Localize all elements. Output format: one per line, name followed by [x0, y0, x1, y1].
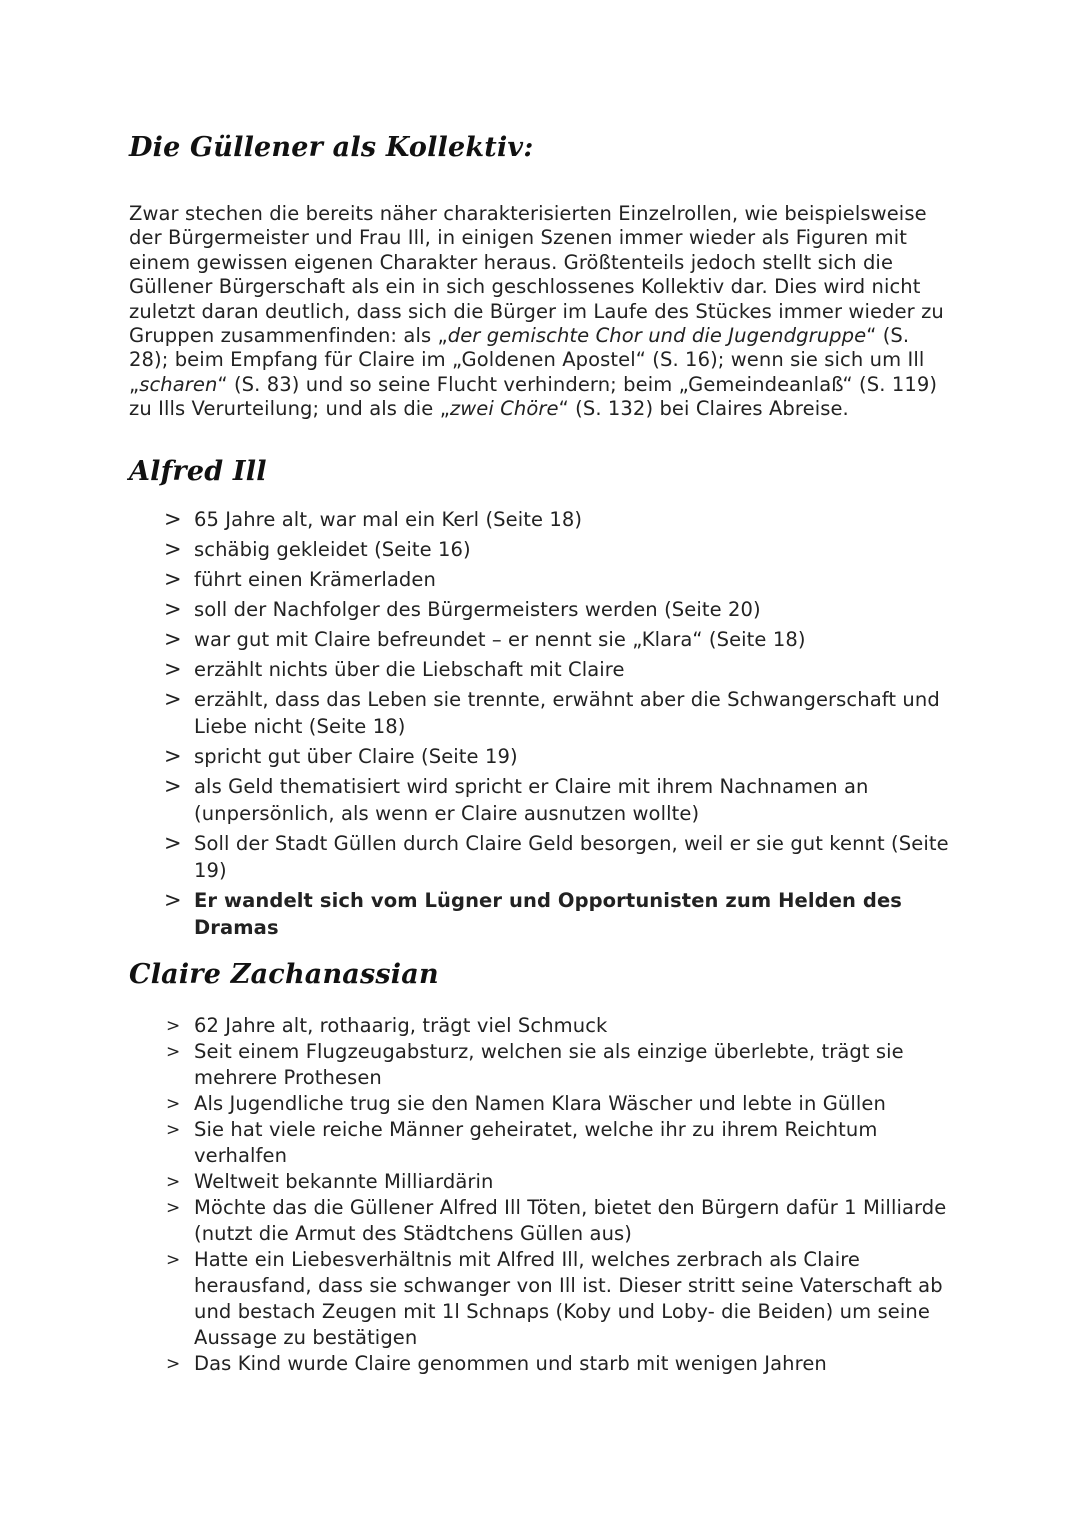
paragraph-quote: scharen	[139, 372, 218, 396]
list-item-text: Sie hat viele reiche Männer geheiratet, welche ihr zu ihrem Reichtum verhalfen	[194, 1117, 878, 1167]
chevron-right-icon: >	[166, 1353, 181, 1374]
list-item-text: soll der Nachfolger des Bürgermeisters werden (Seite 20)	[194, 597, 761, 621]
chevron-right-icon: >	[164, 830, 182, 855]
list-item	[164, 1247, 949, 1351]
list-item	[164, 1169, 949, 1195]
list-item-text: Seit einem Flugzeugabsturz, welchen sie als einzige überlebte, trägt sie mehrere Prothesen	[194, 1039, 904, 1089]
chevron-right-icon: >	[166, 1015, 181, 1036]
chevron-right-icon: >	[166, 1093, 181, 1114]
list-item	[164, 743, 949, 770]
chevron-right-icon: >	[164, 656, 182, 681]
paragraph-text: “ (S. 83) und so seine Flucht verhindern; beim „Gemeindeanlaß“ (S. 119) zu Ills Verurteilung; und als die „	[129, 372, 938, 421]
list-item	[164, 536, 949, 563]
list-item-text: führt einen Krämerladen	[194, 567, 436, 591]
list-item	[164, 773, 949, 827]
list-item-text: Hatte ein Liebesverhältnis mit Alfred Ill, welches zerbrach als Claire herausfand, dass sie schwanger von Ill ist. Dieser stritt seine Vaterschaft ab und bestach Zeugen mit 1l Schnaps (Koby und Loby- die Beiden) um seine Aussage zu bestätigen	[194, 1247, 943, 1349]
chevron-right-icon: >	[166, 1249, 181, 1270]
heading-claire-zachanassian: Claire Zachanassian	[129, 958, 439, 990]
list-item-text: Als Jugendliche trug sie den Namen Klara Wäscher und lebte in Güllen	[194, 1091, 886, 1115]
list-item	[164, 566, 949, 593]
chevron-right-icon: >	[164, 626, 182, 651]
paragraph-text: “ (S. 28); beim Empfang für Claire im „Goldenen Apostel“ (S. 16); wenn sie sich um Ill „	[129, 324, 925, 396]
list-item	[164, 887, 949, 941]
paragraph-quote: zwei Chöre	[449, 397, 559, 421]
list-item-text: Soll der Stadt Güllen durch Claire Geld besorgen, weil er sie gut kennt (Seite 19)	[194, 831, 949, 882]
list-item-text: war gut mit Claire befreundet – er nennt sie „Klara“ (Seite 18)	[194, 627, 806, 651]
list-item-text: Das Kind wurde Claire genommen und starb mit wenigen Jahren	[194, 1351, 827, 1375]
paragraph-kollektiv	[129, 202, 949, 422]
chevron-right-icon: >	[164, 887, 182, 912]
list-claire-zachanassian	[129, 1013, 949, 1377]
heading-alfred-ill: Alfred Ill	[129, 455, 267, 487]
list-item	[164, 686, 949, 740]
list-item-text: Weltweit bekannte Milliardärin	[194, 1169, 494, 1193]
list-item-text: erzählt nichts über die Liebschaft mit Claire	[194, 657, 625, 681]
chevron-right-icon: >	[166, 1041, 181, 1062]
chevron-right-icon: >	[164, 686, 182, 711]
list-item-text: spricht gut über Claire (Seite 19)	[194, 744, 518, 768]
chevron-right-icon: >	[166, 1197, 181, 1218]
paragraph-text: Zwar stechen die bereits näher charakterisierten Einzelrollen, wie beispielsweise der Bürgermeister und Frau Ill, in einigen Szenen immer wieder als Figuren mit einem gewissen eigenen Charakter heraus. Größtenteils jedoch stellt sich die Güllener Bürgerschaft als ein in sich geschlossenes Kollektiv dar. Dies wird nicht zuletzt daran deutlich, dass sich die Bürger im Laufe des Stückes immer wieder zu Gruppen zusammenfinden: als „	[129, 202, 944, 348]
chevron-right-icon: >	[164, 506, 182, 531]
list-item	[164, 656, 949, 683]
document-page	[129, 128, 949, 1377]
list-item	[164, 626, 949, 653]
chevron-right-icon: >	[164, 743, 182, 768]
list-item-text: 65 Jahre alt, war mal ein Kerl (Seite 18)	[194, 507, 583, 531]
list-item-text: erzählt, dass das Leben sie trennte, erwähnt aber die Schwangerschaft und Liebe nicht (Seite 18)	[194, 687, 940, 738]
list-item	[164, 1091, 949, 1117]
list-item	[164, 1013, 949, 1039]
list-item	[164, 1195, 949, 1247]
list-item	[164, 1039, 949, 1091]
list-item	[164, 830, 949, 884]
list-item	[164, 506, 949, 533]
chevron-right-icon: >	[166, 1119, 181, 1140]
list-item-text: als Geld thematisiert wird spricht er Claire mit ihrem Nachnamen an (unpersönlich, als wenn er Claire ausnutzen wollte)	[194, 774, 869, 825]
chevron-right-icon: >	[164, 536, 182, 561]
list-item	[164, 596, 949, 623]
list-item-text: Möchte das die Güllener Alfred Ill Töten, bietet den Bürgern dafür 1 Milliarde (nutzt die Armut des Städtchens Güllen aus)	[194, 1195, 947, 1245]
paragraph-quote: der gemischte Chor und die Jugendgruppe	[447, 324, 867, 348]
list-item-text: Er wandelt sich vom Lügner und Opportunisten zum Helden des Dramas	[194, 888, 903, 939]
list-item	[164, 1117, 949, 1169]
list-item	[164, 1351, 949, 1377]
list-item-text: 62 Jahre alt, rothaarig, trägt viel Schmuck	[194, 1013, 608, 1037]
paragraph-text: “ (S. 132) bei Claires Abreise.	[558, 397, 849, 421]
heading-guellener-kollektiv: Die Güllener als Kollektiv:	[129, 132, 534, 163]
chevron-right-icon: >	[164, 596, 182, 621]
list-item-text: schäbig gekleidet (Seite 16)	[194, 537, 471, 561]
chevron-right-icon: >	[166, 1171, 181, 1192]
chevron-right-icon: >	[164, 566, 182, 591]
chevron-right-icon: >	[164, 773, 182, 798]
list-alfred-ill	[129, 506, 949, 941]
